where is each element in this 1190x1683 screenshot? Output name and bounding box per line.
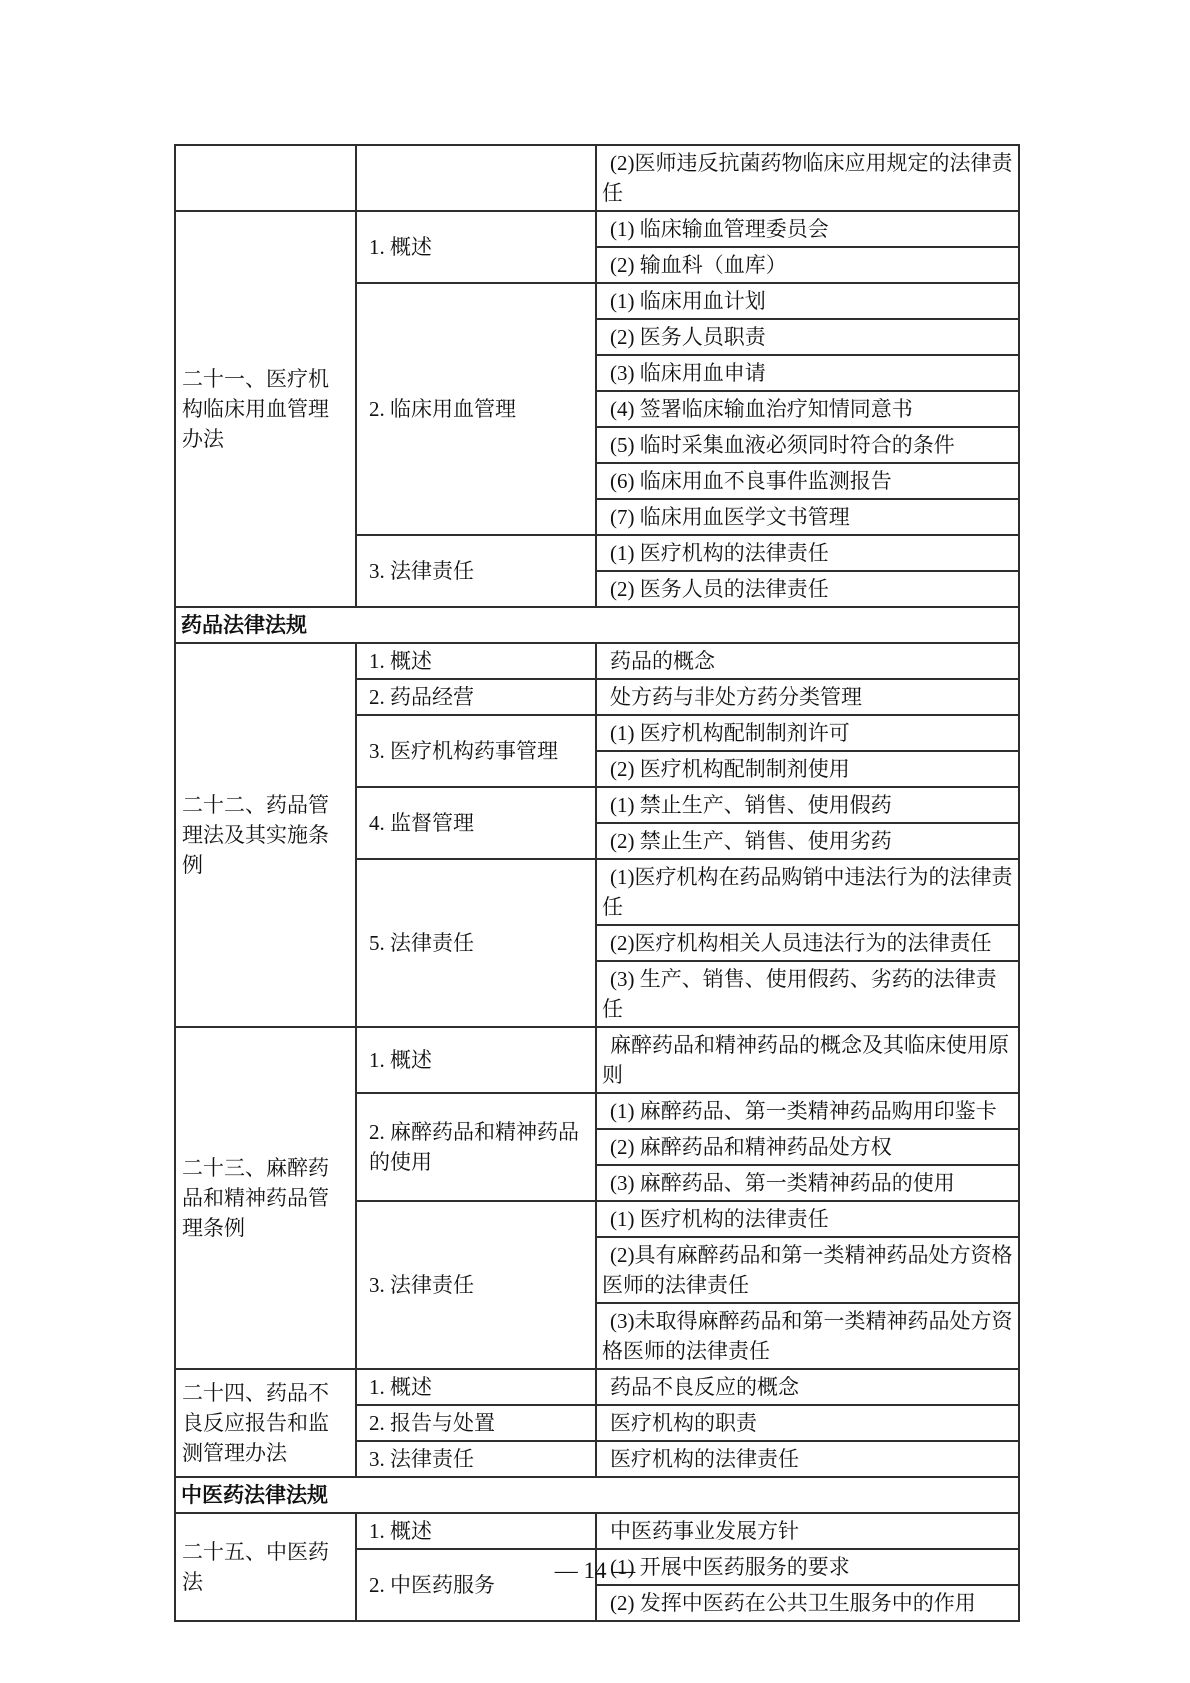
table-row [175, 1513, 1019, 1549]
table-row [175, 211, 1019, 247]
topic-cell: (3) 麻醉药品、第一类精神药品的使用 [596, 1165, 1019, 1201]
section-title-cell: 4. 监督管理 [356, 787, 596, 859]
table-row [175, 145, 1019, 211]
section-title-cell: 3. 法律责任 [356, 1441, 596, 1477]
topic-cell: (2) 医务人员职责 [596, 319, 1019, 355]
topic-cell: (2)医师违反抗菌药物临床应用规定的法律责任 [596, 145, 1019, 211]
section-title-cell: 1. 概述 [356, 211, 596, 283]
chapter-title-cell: 二十五、中医药法 [175, 1513, 356, 1621]
topic-cell: (2) 麻醉药品和精神药品处方权 [596, 1129, 1019, 1165]
table-row [175, 1477, 1019, 1513]
table-row [175, 607, 1019, 643]
topic-cell: (2)具有麻醉药品和第一类精神药品处方资格医师的法律责任 [596, 1237, 1019, 1303]
topic-cell: (1) 临床输血管理委员会 [596, 211, 1019, 247]
topic-cell: 中医药事业发展方针 [596, 1513, 1019, 1549]
chapter-title-cell: 二十二、药品管理法及其实施条例 [175, 643, 356, 1027]
section-title-cell: 2. 临床用血管理 [356, 283, 596, 535]
topic-cell: (1) 医疗机构配制制剂许可 [596, 715, 1019, 751]
section-title-cell: 1. 概述 [356, 643, 596, 679]
section-group-header: 药品法律法规 [175, 607, 1019, 643]
topic-cell: (1) 禁止生产、销售、使用假药 [596, 787, 1019, 823]
topic-cell: (6) 临床用血不良事件监测报告 [596, 463, 1019, 499]
section-title-cell: 5. 法律责任 [356, 859, 596, 1027]
topic-cell: (5) 临时采集血液必须同时符合的条件 [596, 427, 1019, 463]
topic-cell: (4) 签署临床输血治疗知情同意书 [596, 391, 1019, 427]
page-number: — 14 — [554, 1558, 636, 1583]
topic-cell: (1) 医疗机构的法律责任 [596, 535, 1019, 571]
section-title-cell: 1. 概述 [356, 1369, 596, 1405]
section-title-cell: 2. 报告与处置 [356, 1405, 596, 1441]
page-footer [0, 1558, 1190, 1584]
section-title-cell: 3. 法律责任 [356, 535, 596, 607]
topic-cell: 处方药与非处方药分类管理 [596, 679, 1019, 715]
section-group-header: 中医药法律法规 [175, 1477, 1019, 1513]
section-title-cell: 2. 药品经营 [356, 679, 596, 715]
section-title-cell: 3. 法律责任 [356, 1201, 596, 1369]
topic-cell: (1) 临床用血计划 [596, 283, 1019, 319]
section-title-cell: 2. 麻醉药品和精神药品的使用 [356, 1093, 596, 1201]
chapter-title-cell: 二十三、麻醉药品和精神药品管理条例 [175, 1027, 356, 1369]
topic-cell: (1) 麻醉药品、第一类精神药品购用印鉴卡 [596, 1093, 1019, 1129]
topic-cell: (3) 临床用血申请 [596, 355, 1019, 391]
table-row [175, 1027, 1019, 1093]
table-row [175, 1369, 1019, 1405]
topic-cell: (3) 生产、销售、使用假药、劣药的法律责任 [596, 961, 1019, 1027]
topic-cell: 医疗机构的职责 [596, 1405, 1019, 1441]
topic-cell: (2) 禁止生产、销售、使用劣药 [596, 823, 1019, 859]
section-title-cell: 1. 概述 [356, 1027, 596, 1093]
chapter-title-cell [175, 145, 356, 211]
syllabus-table [174, 144, 1020, 1622]
topic-cell: (1) 医疗机构的法律责任 [596, 1201, 1019, 1237]
topic-cell: (1)医疗机构在药品购销中违法行为的法律责任 [596, 859, 1019, 925]
topic-cell: (2) 医务人员的法律责任 [596, 571, 1019, 607]
topic-cell: 医疗机构的法律责任 [596, 1441, 1019, 1477]
section-title-cell [356, 145, 596, 211]
topic-cell: (2) 发挥中医药在公共卫生服务中的作用 [596, 1585, 1019, 1621]
section-title-cell: 3. 医疗机构药事管理 [356, 715, 596, 787]
chapter-title-cell: 二十四、药品不良反应报告和监测管理办法 [175, 1369, 356, 1477]
topic-cell: 药品的概念 [596, 643, 1019, 679]
topic-cell: (3)未取得麻醉药品和第一类精神药品处方资格医师的法律责任 [596, 1303, 1019, 1369]
topic-cell: (2) 医疗机构配制制剂使用 [596, 751, 1019, 787]
topic-cell: 药品不良反应的概念 [596, 1369, 1019, 1405]
chapter-title-cell: 二十一、医疗机构临床用血管理办法 [175, 211, 356, 607]
table-row [175, 643, 1019, 679]
topic-cell: (7) 临床用血医学文书管理 [596, 499, 1019, 535]
topic-cell: 麻醉药品和精神药品的概念及其临床使用原则 [596, 1027, 1019, 1093]
topic-cell: (1) 开展中医药服务的要求 [596, 1549, 1019, 1585]
section-title-cell: 2. 中医药服务 [356, 1549, 596, 1621]
section-title-cell: 1. 概述 [356, 1513, 596, 1549]
topic-cell: (2) 输血科（血库） [596, 247, 1019, 283]
topic-cell: (2)医疗机构相关人员违法行为的法律责任 [596, 925, 1019, 961]
